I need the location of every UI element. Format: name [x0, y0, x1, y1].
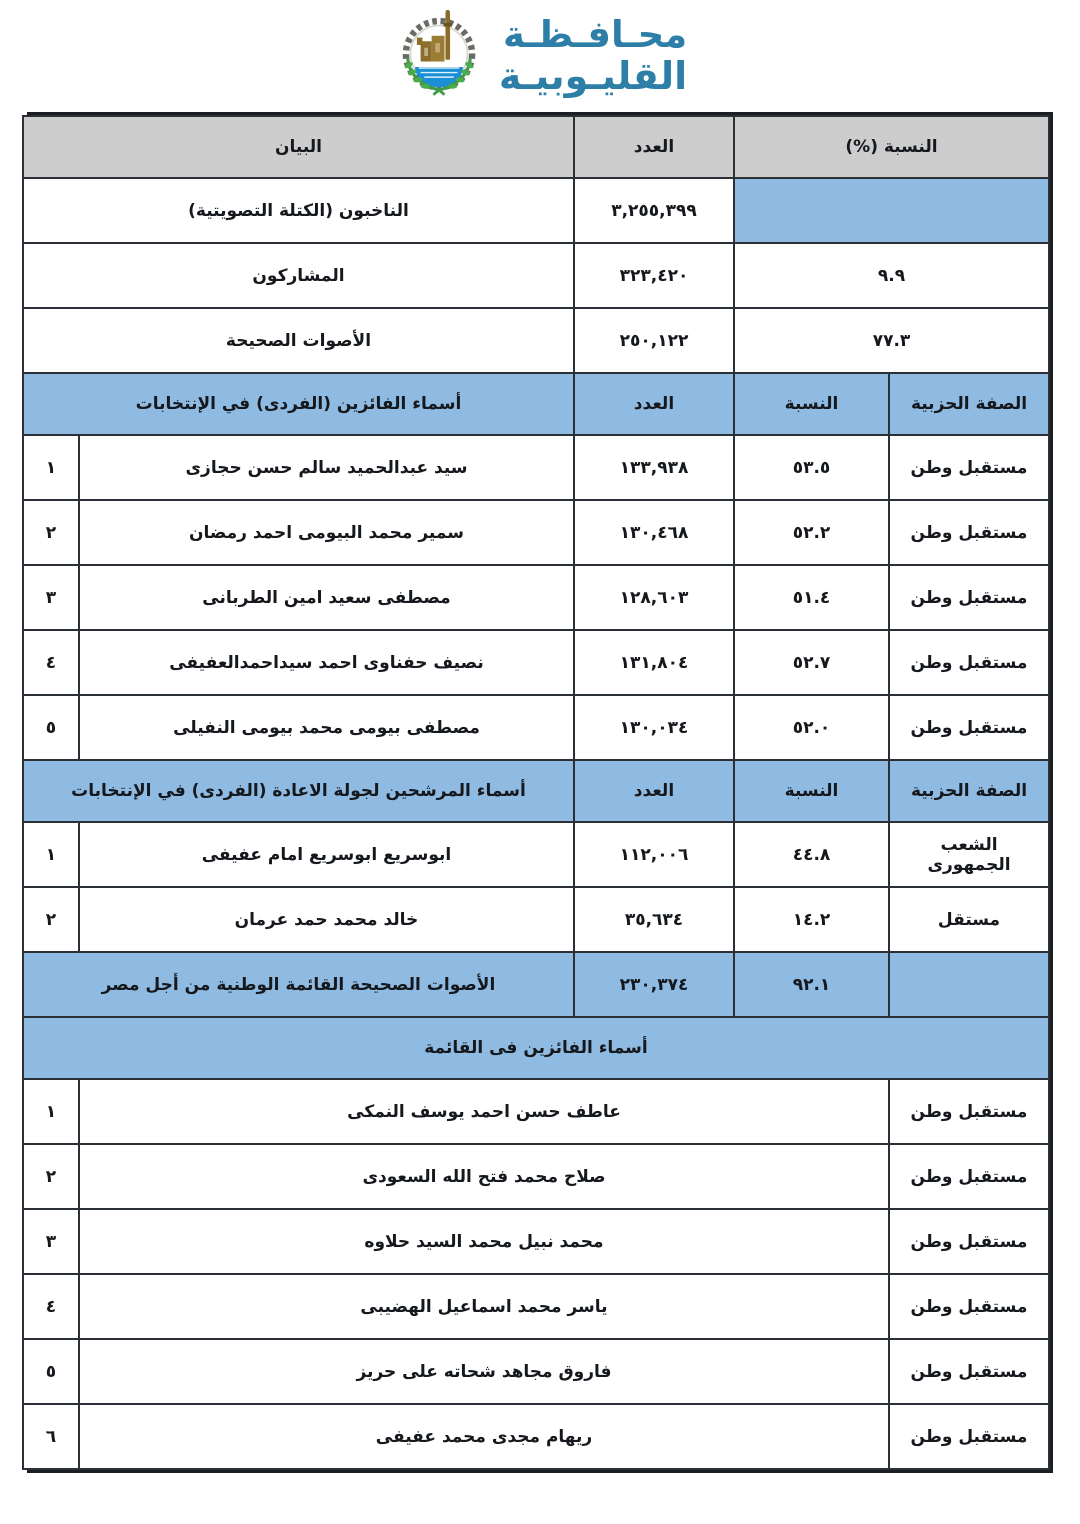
subcolumn-header-count-2: العدد [574, 760, 734, 822]
table-row-voters [23, 178, 1049, 243]
runoff-party: الشعب الجمهورى [889, 822, 1049, 887]
list-winner-name: صلاح محمد فتح الله السعودى [79, 1144, 889, 1209]
winner-index: ٣ [23, 565, 79, 630]
winner-name: مصطفى بيومى محمد بيومى النفيلى [79, 695, 574, 760]
winner-party: مستقبل وطن [889, 500, 1049, 565]
national-list-party-cell [889, 952, 1049, 1017]
section-header-runoff-candidates [23, 760, 1049, 822]
qalyubia-governorate-emblem-icon [393, 10, 485, 102]
winner-ratio: ٥٢.٢ [734, 500, 889, 565]
table-header-row [23, 116, 1049, 178]
section-title-individual-winners: أسماء الفائزين (الفردى) في الإنتخابات [23, 373, 574, 435]
list-winner-name: ريهام مجدى محمد عفيفى [79, 1404, 889, 1469]
section-header-individual-winners [23, 373, 1049, 435]
table-row [23, 500, 1049, 565]
runoff-index: ١ [23, 822, 79, 887]
table-row [23, 1209, 1049, 1274]
winner-ratio: ٥٢.٧ [734, 630, 889, 695]
table-row [23, 822, 1049, 887]
section-title-list-winners: أسماء الفائزين فى القائمة [23, 1017, 1049, 1079]
winner-ratio: ٥٣.٥ [734, 435, 889, 500]
winner-name: سمير محمد البيومى احمد رمضان [79, 500, 574, 565]
subcolumn-header-party-1: الصفة الحزبية [889, 373, 1049, 435]
runoff-count: ٣٥,٦٣٤ [574, 887, 734, 952]
table-row [23, 887, 1049, 952]
winner-name: مصطفى سعيد امين الطربانى [79, 565, 574, 630]
national-list-ratio-cell: ٩٢.١ [734, 952, 889, 1017]
table-row [23, 1144, 1049, 1209]
table-row-valid-votes [23, 308, 1049, 373]
governorate-title-block [498, 12, 688, 99]
participants-count-cell: ٣٢٣,٤٢٠ [574, 243, 734, 308]
governorate-title-line2: القليـوبيـة [498, 54, 688, 99]
voters-count-cell: ٣,٢٥٥,٣٩٩ [574, 178, 734, 243]
list-winner-index: ٤ [23, 1274, 79, 1339]
list-winner-party: مستقبل وطن [889, 1144, 1049, 1209]
section-title-runoff-candidates: أسماء المرشحين لجولة الاعادة (الفردى) في الإنتخابات [23, 760, 574, 822]
winner-count: ١٢٨,٦٠٣ [574, 565, 734, 630]
list-winner-name: محمد نبيل محمد السيد حلاوه [79, 1209, 889, 1274]
winner-index: ٥ [23, 695, 79, 760]
column-header-ratio: النسبة (%) [734, 116, 1049, 178]
valid-votes-label-cell: الأصوات الصحيحة [23, 308, 574, 373]
winner-count: ١٣١,٨٠٤ [574, 630, 734, 695]
table-row [23, 1339, 1049, 1404]
list-winner-name: فاروق مجاهد شحاته على حريز [79, 1339, 889, 1404]
list-winner-name: عاطف حسن احمد يوسف النمكى [79, 1079, 889, 1144]
list-winner-index: ٣ [23, 1209, 79, 1274]
table-row-participants [23, 243, 1049, 308]
winner-index: ٢ [23, 500, 79, 565]
list-winner-party: مستقبل وطن [889, 1339, 1049, 1404]
column-header-statement: البيان [23, 116, 574, 178]
list-winner-party: مستقبل وطن [889, 1209, 1049, 1274]
winner-count: ١٣٠,٠٣٤ [574, 695, 734, 760]
table-row-national-list-valid-votes [23, 952, 1049, 1017]
subcolumn-header-count-1: العدد [574, 373, 734, 435]
list-winner-index: ١ [23, 1079, 79, 1144]
voters-ratio-cell [734, 178, 1049, 243]
list-winner-index: ٦ [23, 1404, 79, 1469]
winner-ratio: ٥١.٤ [734, 565, 889, 630]
election-results-table-container [27, 112, 1053, 1473]
runoff-name: خالد محمد حمد عرمان [79, 887, 574, 952]
table-row [23, 695, 1049, 760]
runoff-count: ١١٢,٠٠٦ [574, 822, 734, 887]
winner-index: ٤ [23, 630, 79, 695]
valid-votes-ratio-cell: ٧٧.٣ [734, 308, 1049, 373]
subcolumn-header-ratio-1: النسبة [734, 373, 889, 435]
list-winner-name: ياسر محمد اسماعيل الهضيبى [79, 1274, 889, 1339]
runoff-ratio: ٤٤.٨ [734, 822, 889, 887]
list-winner-party: مستقبل وطن [889, 1274, 1049, 1339]
runoff-ratio: ١٤.٢ [734, 887, 889, 952]
list-winner-index: ٥ [23, 1339, 79, 1404]
winner-name: سيد عبدالحميد سالم حسن حجازى [79, 435, 574, 500]
winner-ratio: ٥٢.٠ [734, 695, 889, 760]
table-row [23, 1404, 1049, 1469]
table-row [23, 1274, 1049, 1339]
winner-count: ١٣٠,٤٦٨ [574, 500, 734, 565]
election-results-table [22, 115, 1050, 1470]
winner-party: مستقبل وطن [889, 565, 1049, 630]
table-row [23, 1079, 1049, 1144]
governorate-title-line1: محـافـظـة [503, 12, 688, 56]
table-row [23, 435, 1049, 500]
participants-ratio-cell: ٩.٩ [734, 243, 1049, 308]
section-header-list-winners [23, 1017, 1049, 1079]
winner-name: نصيف حفناوى احمد سيداحمدالعفيفى [79, 630, 574, 695]
national-list-label-cell: الأصوات الصحيحة القائمة الوطنية من أجل مصر [23, 952, 574, 1017]
table-row [23, 630, 1049, 695]
valid-votes-count-cell: ٢٥٠,١٢٢ [574, 308, 734, 373]
page-header [0, 0, 1080, 112]
voters-label-cell: الناخبون (الكتلة التصويتية) [23, 178, 574, 243]
list-winner-index: ٢ [23, 1144, 79, 1209]
runoff-index: ٢ [23, 887, 79, 952]
runoff-party: مستقل [889, 887, 1049, 952]
list-winner-party: مستقبل وطن [889, 1404, 1049, 1469]
winner-party: مستقبل وطن [889, 630, 1049, 695]
table-row [23, 565, 1049, 630]
national-list-count-cell: ٢٣٠,٣٧٤ [574, 952, 734, 1017]
winner-index: ١ [23, 435, 79, 500]
participants-label-cell: المشاركون [23, 243, 574, 308]
subcolumn-header-party-2: الصفة الحزبية [889, 760, 1049, 822]
winner-party: مستقبل وطن [889, 695, 1049, 760]
runoff-name: ابوسريع ابوسريع امام عفيفى [79, 822, 574, 887]
winner-count: ١٣٣,٩٣٨ [574, 435, 734, 500]
list-winner-party: مستقبل وطن [889, 1079, 1049, 1144]
winner-party: مستقبل وطن [889, 435, 1049, 500]
column-header-count: العدد [574, 116, 734, 178]
subcolumn-header-ratio-2: النسبة [734, 760, 889, 822]
